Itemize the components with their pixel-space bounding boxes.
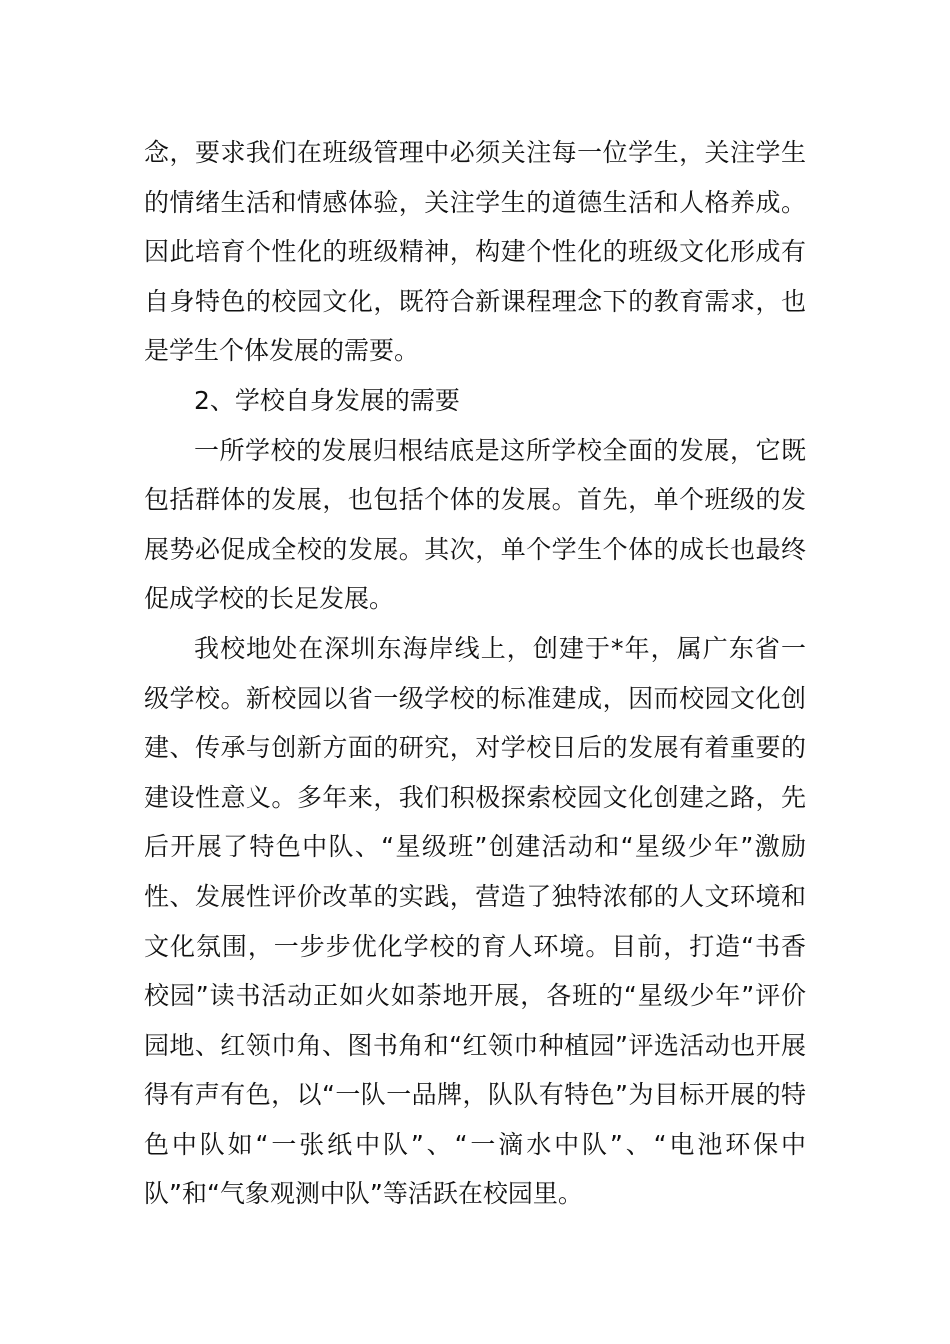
paragraph: 一所学校的发展归根结底是这所学校全面的发展，它既包括群体的发展，也包括个体的发展。首先，单个班级的发展势必促成全校的发展。其次，单个学生个体的成长也最终促成学校的长足发展。: [144, 435, 806, 614]
paragraph: 我校地处在深圳东海岸线上，创建于*年，属广东省一级学校。新校园以省一级学校的标准建成，因而校园文化创建、传承与创新方面的研究，对学校日后的发展有着重要的建设性意义。多年来，我们积极探索校园文化创建之路，先后开展了特色中队、“星级班”创建活动和“星级少年”激励性、发展性评价改革的实践，营造了独特浓郁的人文环境和文化氛围，一步步优化学校的育人环境。目前，打造“书香校园”读书活动正如火如荼地开展，各班的“星级少年”评价园地、红领巾角、图书角和“红领巾种植园”评选活动也开展得有声有色，以“一队一品牌，队队有特色”为目标开展的特色中队如“一张纸中队”、“一滴水中队”、“电池环保中队”和“气象观测中队”等活跃在校园里。: [144, 633, 806, 1209]
paragraph-continuation: 念，要求我们在班级管理中必须关注每一位学生，关注学生的情绪生活和情感体验，关注学生的道德生活和人格养成。因此培育个性化的班级精神，构建个性化的班级文化形成有自身特色的校园文化，既符合新课程理念下的教育需求，也是学生个体发展的需要。: [144, 138, 806, 366]
document-body: [144, 128, 806, 1219]
section-heading: 2、学校自身发展的需要: [194, 385, 460, 415]
